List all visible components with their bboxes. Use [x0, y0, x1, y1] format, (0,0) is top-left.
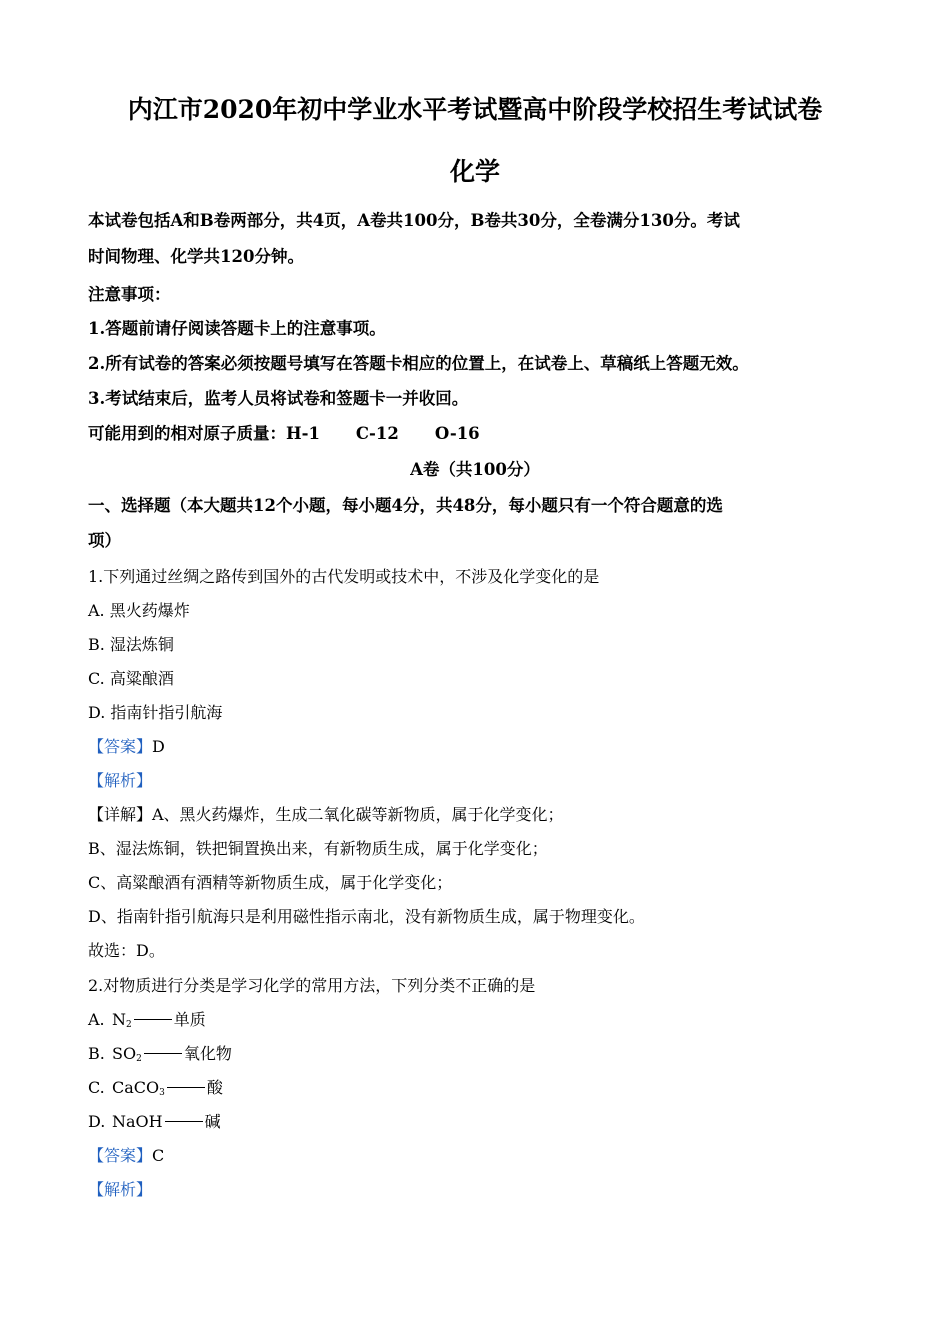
- atomic-mass-h: H-1: [286, 424, 320, 443]
- q1-conclusion: 故选：D。: [88, 941, 165, 960]
- q1-detail-3: C、高粱酿酒有酒精等新物质生成，属于化学变化；: [88, 873, 453, 892]
- q1-option-d: D. 指南针指引航海: [88, 703, 223, 722]
- notice-item-2: 2.所有试卷的答案必须按题号填写在答题卡相应的位置上，在试卷上、草稿纸上答题无效。: [88, 354, 749, 373]
- q1-option-a: A. 黑火药爆炸: [88, 601, 190, 620]
- q1-option-b: B. 湿法炼铜: [88, 635, 174, 654]
- q1-detail-4: D、指南针指引航海只是利用磁性指示南北，没有新物质生成，属于物理变化。: [88, 907, 645, 926]
- notice-heading: 注意事项：: [88, 285, 171, 304]
- q2-option-b: B. $SO_2$ 氧化物: [88, 1044, 232, 1064]
- q2-analysis-label: 【解析】: [88, 1180, 153, 1199]
- part-heading-line-1: 一、选择题（本大题共12个小题，每小题4分，共48分，每小题只有一个符合题意的选: [88, 496, 723, 515]
- q1-detail-2: B、湿法炼铜，铁把铜置换出来，有新物质生成，属于化学变化；: [88, 839, 548, 858]
- q1-option-c: C. 高粱酿酒: [88, 669, 174, 688]
- atomic-mass-o: O-16: [434, 424, 480, 443]
- exam-title: 内江市2020年初中学业水平考试暨高中阶段学校招生考试试卷: [127, 95, 823, 124]
- q2-answer-label: 【答案】: [88, 1146, 153, 1165]
- q2-answer: [88, 1143, 164, 1166]
- q1-answer: [88, 734, 165, 757]
- notice-item-3: 3.考试结束后，监考人员将试卷和签题卡一并收回。: [88, 389, 469, 408]
- q2-answer-value: C: [152, 1146, 165, 1165]
- notice-item-1: 1.答题前请仔阅读答题卡上的注意事项。: [88, 319, 386, 338]
- atomic-masses: [88, 420, 480, 444]
- q2-option-d: D. NaOH 碱: [88, 1112, 221, 1131]
- atomic-masses-label: 可能用到的相对原子质量：: [88, 424, 286, 443]
- q2-option-c: C. CaCO$_3$ 酸: [88, 1078, 223, 1098]
- part-heading-line-2: 项）: [88, 531, 121, 550]
- q1-answer-value: D: [152, 737, 165, 756]
- q2-stem: 2.对物质进行分类是学习化学的常用方法，下列分类不正确的是: [88, 976, 536, 995]
- q1-stem: 1.下列通过丝绸之路传到国外的古代发明或技术中，不涉及化学变化的是: [88, 567, 600, 586]
- q1-detail-1: 【详解】A、黑火药爆炸，生成二氧化碳等新物质，属于化学变化；: [88, 805, 564, 824]
- atomic-mass-c: C-12: [355, 424, 399, 443]
- intro-line-2: 时间物理、化学共120分钟。: [88, 247, 304, 266]
- q2-option-a: A. $N_2$ 单质: [88, 1010, 206, 1030]
- q1-analysis-label: 【解析】: [88, 771, 153, 790]
- subject-title: 化学: [449, 157, 500, 186]
- intro-line-1: 本试卷包括A和B卷两部分，共4页，A卷共100分，B卷共30分，全卷满分130分。考试: [88, 211, 740, 230]
- section-title: A卷（共100分）: [410, 460, 540, 479]
- q1-answer-label: 【答案】: [88, 737, 153, 756]
